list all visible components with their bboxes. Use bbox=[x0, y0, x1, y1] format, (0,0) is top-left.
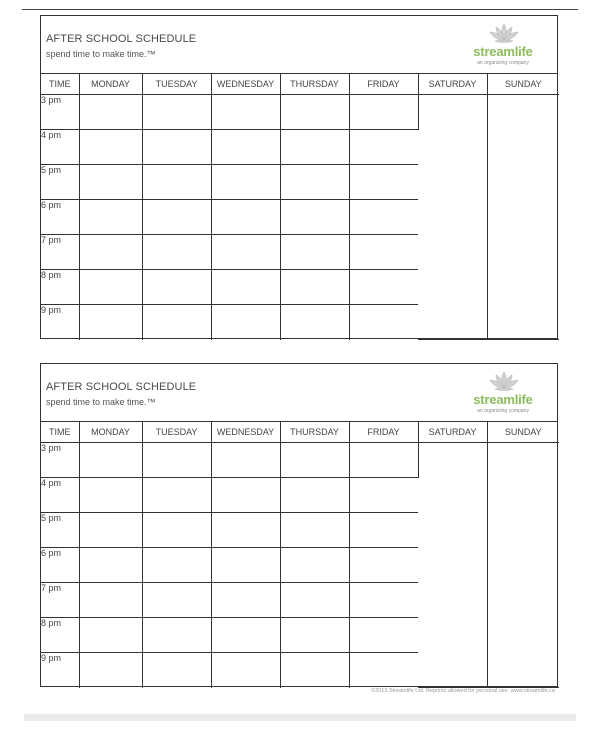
cell-saturday[interactable] bbox=[418, 443, 487, 688]
time-label: 8 pm bbox=[41, 618, 79, 653]
cell-tuesday[interactable] bbox=[142, 443, 211, 478]
lotus-icon bbox=[489, 22, 519, 44]
col-header-friday: FRIDAY bbox=[349, 74, 418, 95]
cell-wednesday[interactable] bbox=[211, 548, 280, 583]
brand-subtitle: an organizing company bbox=[477, 60, 529, 66]
cell-monday[interactable] bbox=[79, 548, 142, 583]
cell-friday[interactable] bbox=[349, 583, 418, 618]
cell-thursday[interactable] bbox=[280, 618, 349, 653]
cell-tuesday[interactable] bbox=[142, 200, 211, 235]
schedule-tagline: spend time to make time.™ bbox=[46, 49, 156, 59]
schedule-title: AFTER SCHOOL SCHEDULE bbox=[46, 33, 197, 45]
time-label: 3 pm bbox=[41, 95, 79, 130]
schedule-grid bbox=[41, 74, 559, 340]
cell-thursday[interactable] bbox=[280, 235, 349, 270]
cell-wednesday[interactable] bbox=[211, 478, 280, 513]
time-label: 3 pm bbox=[41, 443, 79, 478]
col-header-saturday: SATURDAY bbox=[418, 422, 487, 443]
brand-name: streamlife bbox=[473, 44, 533, 59]
cell-wednesday[interactable] bbox=[211, 95, 280, 130]
cell-thursday[interactable] bbox=[280, 513, 349, 548]
schedule-bottom bbox=[40, 363, 558, 687]
cell-monday[interactable] bbox=[79, 270, 142, 305]
col-header-wednesday: WEDNESDAY bbox=[211, 74, 280, 95]
brand-subtitle: an organizing company bbox=[477, 408, 529, 414]
cell-tuesday[interactable] bbox=[142, 270, 211, 305]
lotus-icon bbox=[489, 370, 519, 392]
cell-friday[interactable] bbox=[349, 548, 418, 583]
brand-logo bbox=[463, 22, 543, 68]
cell-friday[interactable] bbox=[349, 653, 418, 688]
cell-wednesday[interactable] bbox=[211, 200, 280, 235]
cell-friday[interactable] bbox=[349, 478, 418, 513]
cell-friday[interactable] bbox=[349, 305, 418, 340]
cell-thursday[interactable] bbox=[280, 270, 349, 305]
time-label: 6 pm bbox=[41, 548, 79, 583]
cell-monday[interactable] bbox=[79, 305, 142, 340]
cell-tuesday[interactable] bbox=[142, 165, 211, 200]
cell-friday[interactable] bbox=[349, 130, 418, 165]
time-label: 4 pm bbox=[41, 478, 79, 513]
cell-friday[interactable] bbox=[349, 235, 418, 270]
cell-monday[interactable] bbox=[79, 165, 142, 200]
col-header-time: TIME bbox=[41, 422, 79, 443]
col-header-time: TIME bbox=[41, 74, 79, 95]
cell-thursday[interactable] bbox=[280, 95, 349, 130]
cell-friday[interactable] bbox=[349, 618, 418, 653]
cell-wednesday[interactable] bbox=[211, 618, 280, 653]
cell-monday[interactable] bbox=[79, 583, 142, 618]
cell-monday[interactable] bbox=[79, 618, 142, 653]
cell-tuesday[interactable] bbox=[142, 235, 211, 270]
cell-monday[interactable] bbox=[79, 653, 142, 688]
cell-tuesday[interactable] bbox=[142, 95, 211, 130]
col-header-saturday: SATURDAY bbox=[418, 74, 487, 95]
time-label: 5 pm bbox=[41, 513, 79, 548]
cell-wednesday[interactable] bbox=[211, 235, 280, 270]
header-row bbox=[41, 74, 559, 95]
col-header-monday: MONDAY bbox=[79, 74, 142, 95]
cell-tuesday[interactable] bbox=[142, 653, 211, 688]
header-row bbox=[41, 422, 559, 443]
schedule-top bbox=[40, 15, 558, 339]
schedule-header bbox=[41, 16, 557, 74]
cell-thursday[interactable] bbox=[280, 130, 349, 165]
time-label: 7 pm bbox=[41, 583, 79, 618]
cell-tuesday[interactable] bbox=[142, 548, 211, 583]
col-header-tuesday: TUESDAY bbox=[142, 74, 211, 95]
cell-friday[interactable] bbox=[349, 443, 418, 478]
cell-wednesday[interactable] bbox=[211, 583, 280, 618]
brand-name: streamlife bbox=[473, 392, 533, 407]
cell-monday[interactable] bbox=[79, 513, 142, 548]
cell-thursday[interactable] bbox=[280, 653, 349, 688]
cell-sunday[interactable] bbox=[487, 95, 559, 340]
cell-friday[interactable] bbox=[349, 165, 418, 200]
footer-copyright: ©2013 Streamlife Ltd. Reprints allowed for personal use. www.streamlife.ca bbox=[371, 688, 555, 694]
cell-wednesday[interactable] bbox=[211, 653, 280, 688]
cell-wednesday[interactable] bbox=[211, 130, 280, 165]
cell-wednesday[interactable] bbox=[211, 270, 280, 305]
schedule-grid bbox=[41, 422, 559, 688]
col-header-friday: FRIDAY bbox=[349, 422, 418, 443]
cell-friday[interactable] bbox=[349, 270, 418, 305]
table-row bbox=[41, 443, 559, 478]
cell-monday[interactable] bbox=[79, 95, 142, 130]
col-header-sunday: SUNDAY bbox=[487, 74, 559, 95]
col-header-monday: MONDAY bbox=[79, 422, 142, 443]
cell-wednesday[interactable] bbox=[211, 443, 280, 478]
time-label: 6 pm bbox=[41, 200, 79, 235]
time-label: 7 pm bbox=[41, 235, 79, 270]
cell-monday[interactable] bbox=[79, 200, 142, 235]
col-header-sunday: SUNDAY bbox=[487, 422, 559, 443]
cell-tuesday[interactable] bbox=[142, 583, 211, 618]
col-header-wednesday: WEDNESDAY bbox=[211, 422, 280, 443]
col-header-thursday: THURSDAY bbox=[280, 74, 349, 95]
bottom-strip bbox=[24, 714, 576, 721]
brand-logo bbox=[463, 370, 543, 416]
col-header-thursday: THURSDAY bbox=[280, 422, 349, 443]
schedule-header bbox=[41, 364, 557, 422]
cell-thursday[interactable] bbox=[280, 443, 349, 478]
top-rule bbox=[22, 9, 578, 10]
time-label: 9 pm bbox=[41, 305, 79, 340]
cell-tuesday[interactable] bbox=[142, 305, 211, 340]
cell-thursday[interactable] bbox=[280, 583, 349, 618]
cell-wednesday[interactable] bbox=[211, 513, 280, 548]
table-row bbox=[41, 95, 559, 130]
cell-friday[interactable] bbox=[349, 200, 418, 235]
cell-wednesday[interactable] bbox=[211, 305, 280, 340]
cell-monday[interactable] bbox=[79, 478, 142, 513]
cell-thursday[interactable] bbox=[280, 200, 349, 235]
cell-wednesday[interactable] bbox=[211, 165, 280, 200]
time-label: 9 pm bbox=[41, 653, 79, 688]
cell-tuesday[interactable] bbox=[142, 478, 211, 513]
cell-tuesday[interactable] bbox=[142, 130, 211, 165]
cell-sunday[interactable] bbox=[487, 443, 559, 688]
cell-tuesday[interactable] bbox=[142, 618, 211, 653]
cell-thursday[interactable] bbox=[280, 165, 349, 200]
cell-monday[interactable] bbox=[79, 235, 142, 270]
schedule-title: AFTER SCHOOL SCHEDULE bbox=[46, 381, 197, 393]
cell-thursday[interactable] bbox=[280, 548, 349, 583]
time-label: 5 pm bbox=[41, 165, 79, 200]
time-label: 4 pm bbox=[41, 130, 79, 165]
cell-tuesday[interactable] bbox=[142, 513, 211, 548]
cell-saturday[interactable] bbox=[418, 95, 487, 340]
cell-monday[interactable] bbox=[79, 130, 142, 165]
time-label: 8 pm bbox=[41, 270, 79, 305]
col-header-tuesday: TUESDAY bbox=[142, 422, 211, 443]
schedule-tagline: spend time to make time.™ bbox=[46, 397, 156, 407]
cell-thursday[interactable] bbox=[280, 478, 349, 513]
cell-friday[interactable] bbox=[349, 95, 418, 130]
cell-thursday[interactable] bbox=[280, 305, 349, 340]
cell-friday[interactable] bbox=[349, 513, 418, 548]
cell-monday[interactable] bbox=[79, 443, 142, 478]
